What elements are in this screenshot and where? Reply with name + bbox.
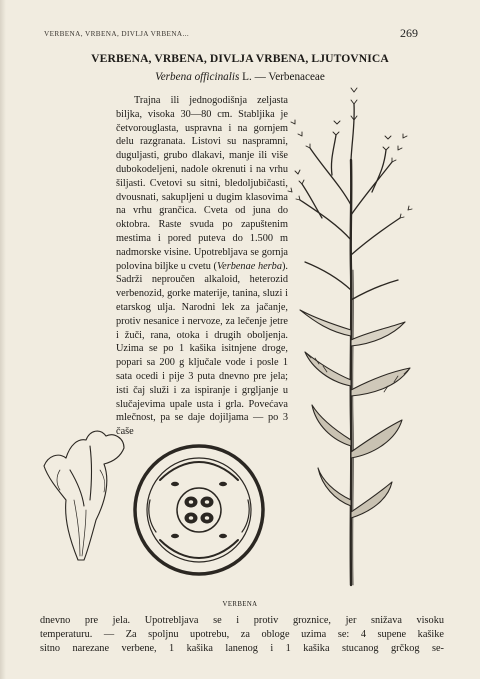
plant-leaves	[300, 310, 410, 518]
body-text-part-2: ). Sadrži neproučen alkaloid, heterozid verbenozid, gorke materije, tanina, sluzi i etarskog ulja. Narodni lek za jačanje, protiv nesanice i nervoze, za lečenje jetre i žuči, rana, otoka i drugih oboljenja. Uzima se po 1 kašika isitnjene droge, popari sa 200 g ključale vode i posle 1 sata ocedi i pije 3 puta dnevno pre jela; isti čaj služi i za ispiranje i grgljanje u slučajevima upale usta i grla. Povećava mlečnost, pa se daje dojiljama — po 3 čaše	[116, 260, 288, 438]
continued-text-line-3: sitno narezane verbene, 1 kašika lanenog i 1 kašika stucanog grčkog se-	[40, 642, 444, 654]
family-name: L. — Verbenaceae	[239, 71, 325, 83]
body-text-part-1: Trajna ili jednogodišnja zeljasta biljka, visoka 30—80 cm. Stabljika je četvorouglasta, uspravna i na gornjem delu razgranata. Listovi su naspramni, duguljasti, grubo dlakavi, manje ili više dubokodeljeni, nadole okrenuti i na vrhu šiljasti. Cvetovi su sitni, bledoljubičasti, dvousnati, sakupljeni u dugim klasovima na vrhu grančica. Cveta od juna do oktobra. Raste svuda po zapuštenim mestima i pored puteva do 1.500 m nadmorske visine. Upotrebljava se gornja polovina biljke u cvetu (	[116, 95, 288, 272]
flower-spikes	[300, 104, 400, 300]
page-title: VERBENA, VRBENA, DIVLJA VRBENA, LJUTOVNICA	[91, 52, 389, 65]
flower-cross-section-diagram	[135, 446, 263, 574]
continued-text-line-1: dnevno pre jela. Upotrebljava se i protiv groznice, jer snižava visoku	[40, 615, 444, 626]
drug-name: Verbenae herba	[216, 260, 282, 272]
running-head: VERBENA, VRBENA, DIVLJA VRBENA...	[44, 30, 190, 38]
flower-buds	[288, 88, 412, 218]
plant-stem	[351, 160, 354, 585]
page-number: 269	[400, 26, 418, 40]
body-paragraph	[116, 94, 288, 439]
flower-section-drawing	[44, 431, 124, 560]
latin-name: Verbena officinalis	[155, 71, 240, 83]
ovary-lobes	[185, 497, 213, 523]
page-binding-shadow	[0, 0, 6, 679]
continued-text-line-2: temperaturu. — Za spoljnu upotrebu, za obloge uzima se: 4 supene kašike	[40, 628, 444, 640]
illustration-caption: VERBENA	[222, 601, 258, 608]
continued-text	[40, 614, 444, 655]
stamen-marks	[171, 482, 227, 538]
page-subtitle	[40, 71, 440, 83]
